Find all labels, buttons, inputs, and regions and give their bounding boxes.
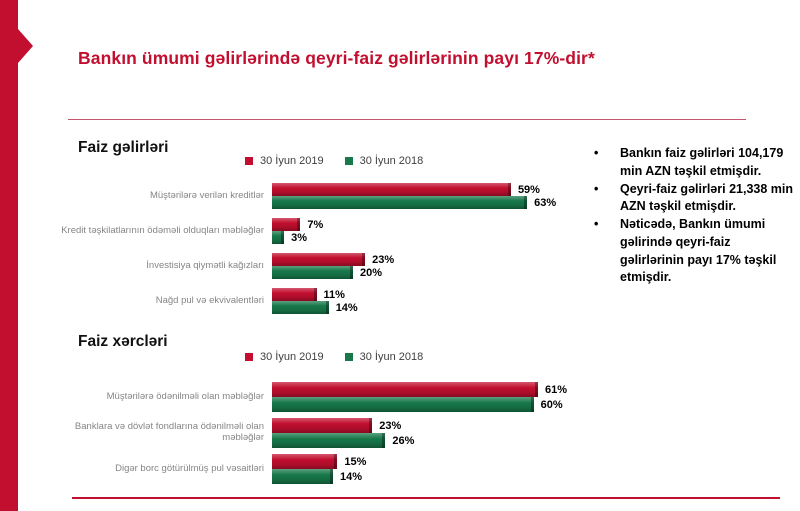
bar-30-i̇yun-2019 — [272, 288, 317, 301]
interest-income-chart — [40, 183, 677, 323]
category-label: Müştərilərə ödənilməli olan məbləğlər — [106, 390, 264, 402]
value-label: 23% — [372, 253, 395, 266]
bar-30-i̇yun-2019 — [272, 382, 538, 397]
value-label: 63% — [534, 196, 557, 209]
bar-30-i̇yun-2018 — [272, 266, 353, 279]
bar-30-i̇yun-2018 — [272, 469, 333, 484]
chart-row — [40, 288, 677, 314]
value-label: 3% — [291, 231, 308, 244]
bar-30-i̇yun-2019 — [272, 253, 365, 266]
bar-30-i̇yun-2018 — [272, 397, 534, 412]
bar-30-i̇yun-2018 — [272, 433, 385, 448]
value-label: 23% — [379, 419, 402, 432]
footer-divider — [72, 497, 780, 499]
chart-row — [40, 382, 708, 412]
title-divider — [68, 119, 746, 120]
bullet-icon: • — [594, 217, 599, 231]
value-label: 20% — [360, 266, 383, 279]
chart-row — [40, 218, 677, 244]
value-label: 11% — [323, 288, 345, 301]
interest-expense-chart — [40, 382, 708, 490]
bar-30-i̇yun-2019 — [272, 454, 337, 469]
category-label: Nağd pul və ekvivalentləri — [155, 294, 264, 306]
category-label: Digər borc götürülmüş pul vəsaitləri — [115, 462, 264, 474]
legend-swatch-2019 — [245, 353, 253, 361]
chart-row — [40, 253, 677, 279]
summary-bullet-list — [594, 145, 794, 287]
bar-30-i̇yun-2018 — [272, 301, 329, 314]
bullet-item — [594, 216, 794, 287]
value-label: 60% — [540, 398, 563, 411]
bar-30-i̇yun-2019 — [272, 418, 372, 433]
legend-label-2018: 30 İyun 2018 — [359, 351, 424, 363]
chart2-legend — [245, 351, 437, 363]
bullet-text: Bankın faiz gəlirləri 104,179 min AZN təşkil etmişdir. — [620, 146, 784, 178]
legend-label-2018: 30 İyun 2018 — [359, 155, 424, 167]
legend-label-2019: 30 İyun 2019 — [260, 351, 324, 363]
value-label: 26% — [392, 434, 415, 447]
chart-row — [40, 183, 677, 209]
chart1-legend — [245, 155, 437, 167]
bullet-icon: • — [594, 146, 599, 160]
bullet-icon: • — [594, 181, 599, 196]
value-label: 14% — [340, 470, 363, 483]
value-label: 59% — [517, 183, 540, 196]
legend-label-2019: 30 İyun 2019 — [260, 155, 324, 167]
value-label: 7% — [307, 218, 324, 231]
bullet-text: Nəticədə, Bankın ümumi gəlirində qeyri-faiz gəlirlərinin payı 17% təşkil etmişdir. — [620, 217, 777, 285]
bar-30-i̇yun-2019 — [272, 183, 511, 196]
legend-swatch-2018 — [345, 157, 353, 165]
legend-swatch-2019 — [245, 157, 253, 165]
page-title: Bankın ümumi gəlirlərində qeyri-faiz gəlirlərinin payı 17%-dir* — [78, 47, 595, 68]
chart1-title: Faiz gəlirləri — [78, 138, 169, 156]
chart2-title: Faiz xərcləri — [78, 332, 168, 350]
left-accent-bar — [0, 0, 18, 511]
bar-30-i̇yun-2018 — [272, 231, 284, 244]
category-label: Banklara və dövlət fondlarına ödənilməli olan məbləğlər — [74, 421, 264, 443]
chart-row — [40, 418, 708, 448]
bar-30-i̇yun-2019 — [272, 218, 300, 231]
bullet-item — [594, 145, 794, 181]
chart-row — [40, 454, 708, 484]
bullet-item — [594, 181, 794, 217]
chevron-right-icon — [18, 29, 33, 63]
value-label: 15% — [344, 455, 367, 468]
bullet-text: Qeyri-faiz gəlirləri 21,338 min AZN təşkil etmişdir. — [620, 181, 793, 214]
value-label: 61% — [544, 383, 567, 396]
legend-swatch-2018 — [345, 353, 353, 361]
bar-30-i̇yun-2018 — [272, 196, 527, 209]
value-label: 14% — [335, 301, 358, 314]
category-label: Müştərilərə verilən kreditlər — [149, 189, 264, 201]
category-label: İnvestisiya qiymətli kağızları — [146, 259, 264, 271]
category-label: Kredit təşkilatlarının ödəməli olduqları məbləğlər — [61, 224, 264, 236]
